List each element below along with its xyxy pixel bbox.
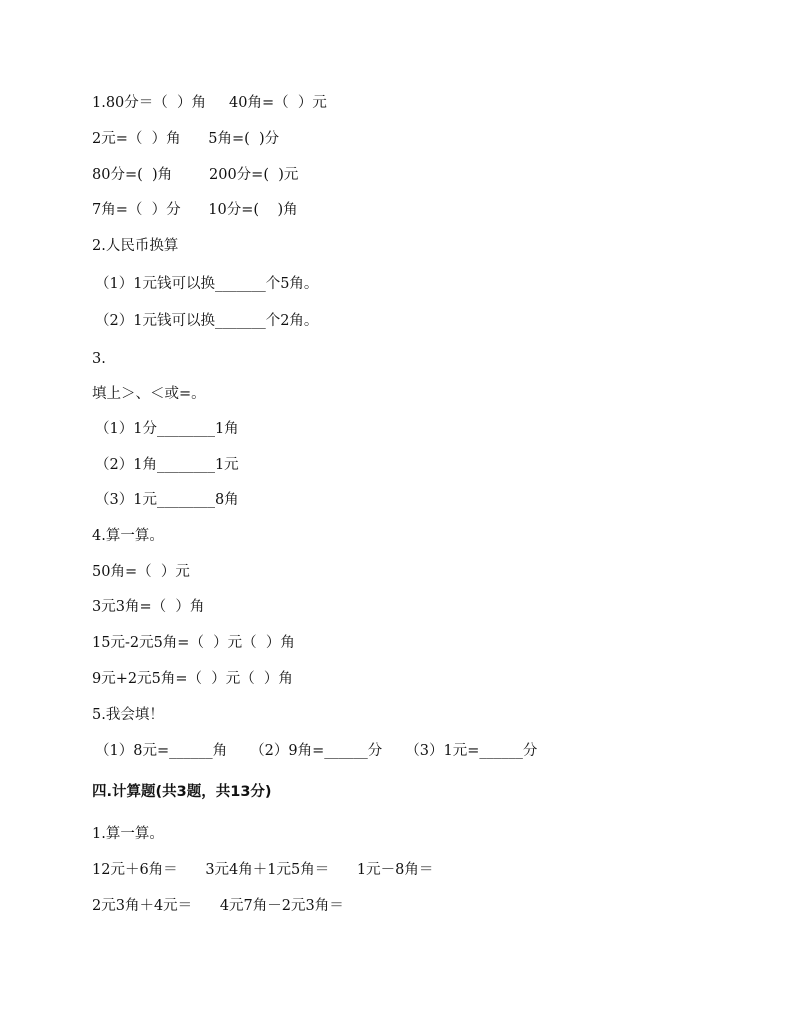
- q2-title: 2.人民币换算: [92, 238, 179, 254]
- q1-line-4: 7角=（ ）分 10分=( )角: [92, 202, 298, 218]
- q3-item-3: （3）1元________8角: [95, 492, 239, 508]
- q4-item-4: 9元+2元5角=（ ）元（ ）角: [92, 671, 293, 687]
- q5-items: （1）8元=______角 （2）9角=______分 （3）1元=______分: [95, 743, 538, 759]
- q3-item-2: （2）1角________1元: [95, 457, 239, 473]
- calc-row-2: 2元3角＋4元＝ 4元7角－2元3角＝: [92, 898, 344, 914]
- q5-title: 5.我会填！: [92, 707, 164, 723]
- q4-item-3: 15元-2元5角=（ ）元（ ）角: [92, 635, 295, 651]
- q4-item-1: 50角=（ ）元: [92, 564, 190, 580]
- q2-item-1: （1）1元钱可以换_______个5角。: [95, 276, 319, 292]
- section-four-heading: 四.计算题(共3题，共13分): [92, 784, 272, 800]
- calc-title: 1.算一算。: [92, 826, 164, 842]
- q2-item-2: （2）1元钱可以换_______个2角。: [95, 313, 319, 329]
- q4-title: 4.算一算。: [92, 528, 164, 544]
- q1-line-2: 2元=（ ）角 5角=( )分: [92, 131, 280, 147]
- q3-number: 3.: [92, 351, 106, 367]
- q3-item-1: （1）1分________1角: [95, 421, 239, 437]
- q4-item-2: 3元3角=（ ）角: [92, 599, 205, 615]
- q1-line-1: 1.80分＝（ ）角 40角=（ ）元: [92, 95, 327, 111]
- calc-row-1: 12元＋6角＝ 3元4角＋1元5角＝ 1元－8角＝: [92, 862, 434, 878]
- q3-title: 填上＞、＜或=。: [92, 386, 206, 402]
- q1-line-3: 80分=( )角 200分=( )元: [92, 167, 299, 183]
